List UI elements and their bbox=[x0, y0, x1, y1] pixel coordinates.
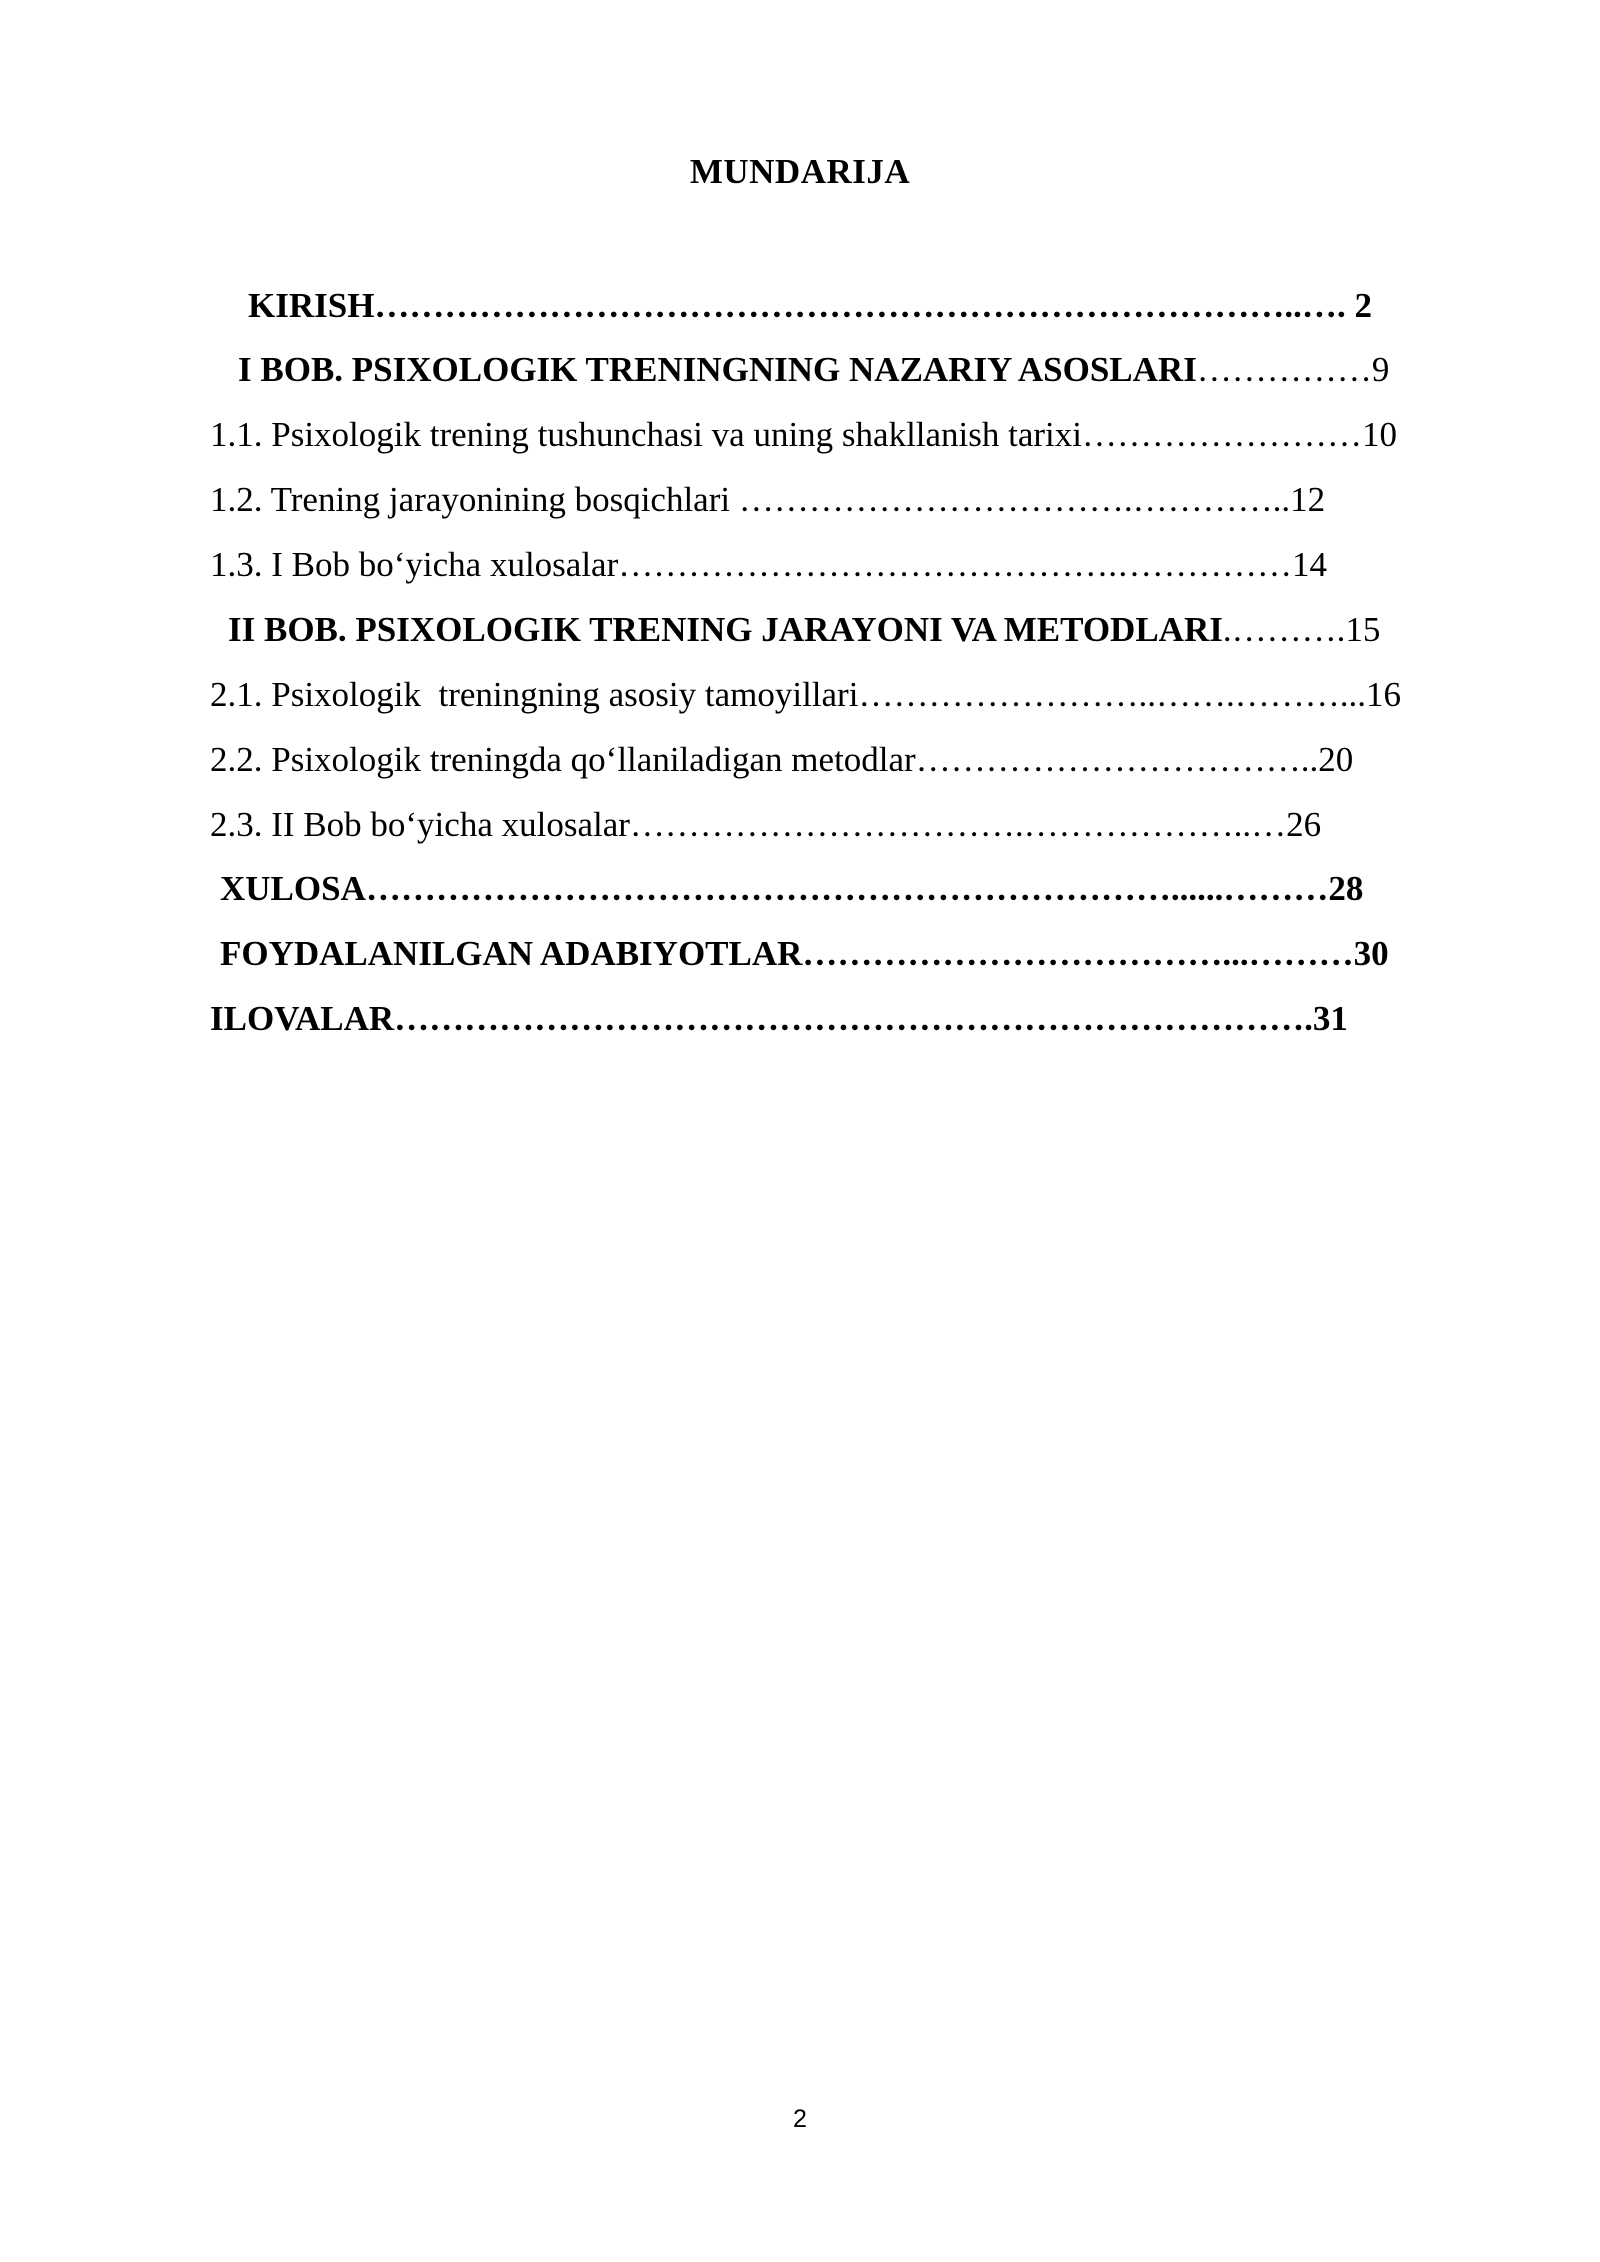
toc-entry-adabiyotlar bbox=[220, 929, 1490, 979]
toc-entry-text: 2.3. II Bob bo‘yicha xulosalar bbox=[210, 805, 630, 844]
toc-entry-text: ILOVALAR……………………………………………………………………. bbox=[210, 999, 1313, 1038]
toc-entry-text: 2.1. Psixologik treningning asosiy tamoyillari bbox=[210, 675, 859, 714]
toc-entry-text: I BOB. PSIXOLOGIK TRENINGNING NAZARIY ASOSLARI bbox=[238, 350, 1197, 389]
toc-entry-page: ……………………..…….………...16 bbox=[858, 675, 1401, 714]
toc-entry-ilovalar bbox=[210, 994, 1490, 1044]
toc-entry-xulosa bbox=[220, 864, 1490, 914]
toc-entry-page: ……………9 bbox=[1196, 350, 1390, 389]
toc-entry-2-2 bbox=[210, 735, 1500, 785]
page-number: 2 bbox=[793, 2105, 807, 2133]
toc-entry-chapter-1 bbox=[238, 345, 1488, 395]
toc-entry-chapter-2 bbox=[228, 605, 1488, 655]
page-title: MUNDARIJA bbox=[689, 152, 911, 191]
toc-entry-page: 31 bbox=[1312, 999, 1348, 1038]
toc-entry-page: 28 bbox=[1328, 869, 1364, 908]
toc-entry-page: …………………………….…………..12 bbox=[738, 480, 1326, 519]
toc-entry-page: .……….15 bbox=[1222, 610, 1381, 649]
toc-entry-text: 1.1. Psixologik trening tushunchasi va uning shakllanish tarixi bbox=[210, 415, 1083, 454]
toc-entry-kirish bbox=[248, 281, 1488, 331]
toc-entry-text: KIRISH……………………………………………………………………..… bbox=[248, 286, 1337, 325]
toc-entry-2-1 bbox=[210, 670, 1500, 720]
toc-entry-1-2 bbox=[210, 475, 1500, 525]
toc-entry-text: XULOSA……………………………………………………………......……… bbox=[220, 869, 1329, 908]
toc-entry-page: ……………………………..20 bbox=[915, 740, 1354, 779]
toc-entry-text: 1.3. I Bob bo‘yicha xulosalar bbox=[210, 545, 619, 584]
toc-entry-1-1 bbox=[210, 410, 1500, 460]
toc-entry-page: ……………………10 bbox=[1082, 415, 1398, 454]
toc-entry-1-3 bbox=[210, 540, 1500, 590]
toc-entry-text: II BOB. PSIXOLOGIK TRENING JARAYONI VA METODLARI bbox=[228, 610, 1223, 649]
toc-entry-page: 30 bbox=[1353, 934, 1389, 973]
toc-entry-page: . 2 bbox=[1336, 286, 1372, 325]
toc-entry-text: 1.2. Trening jarayonining bosqichlari bbox=[210, 480, 739, 519]
toc-entry-2-3 bbox=[210, 800, 1500, 850]
toc-entry-page: …………………………………….……………14 bbox=[618, 545, 1327, 584]
toc-entry-text: 2.2. Psixologik treningda qo‘llaniladigan metodlar bbox=[210, 740, 916, 779]
toc-entry-text: FOYDALANILGAN ADABIYOTLAR………………………………...……… bbox=[220, 934, 1354, 973]
toc-entry-page: …………………………….………………..…26 bbox=[629, 805, 1322, 844]
